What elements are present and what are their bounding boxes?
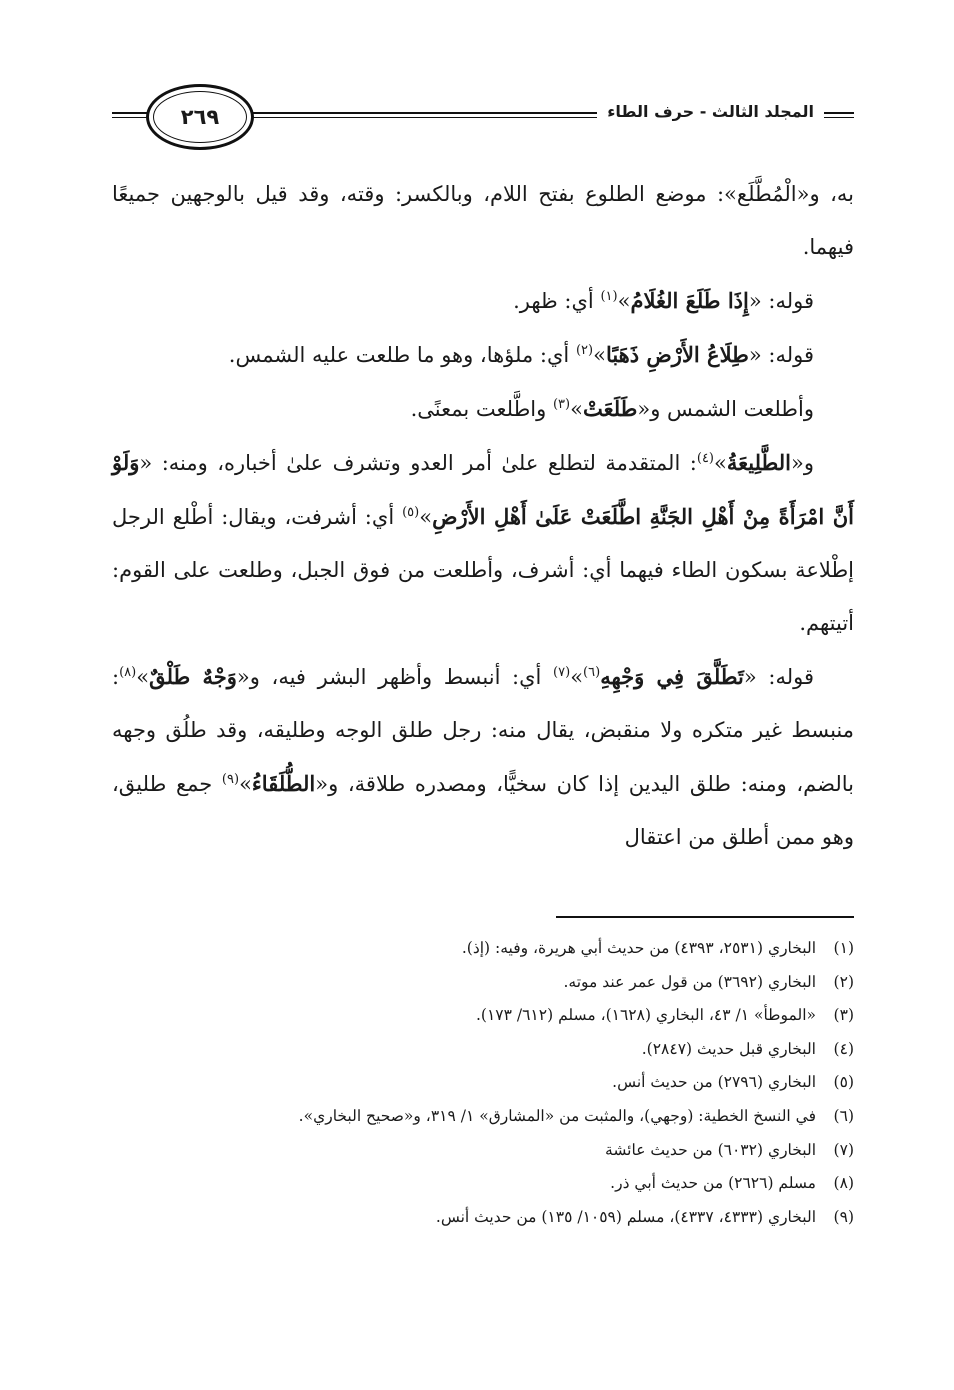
quoted-phrase: تَطَلَّقَ فِي وَجْهِهِ — [600, 664, 744, 689]
footnote-ref: (٢) — [575, 343, 594, 358]
paragraph-5 — [112, 436, 854, 650]
footnote-text: مسلم (٢٦٢٦) من حديث أبي ذر. — [610, 1174, 816, 1193]
page-header — [112, 80, 854, 156]
footnote-number: (٧) — [833, 1140, 854, 1159]
text-run: قوله: « — [743, 665, 814, 689]
footnotes-list — [112, 932, 854, 1234]
footnote-item — [112, 1033, 854, 1067]
footnote-ref: (٤) — [696, 451, 714, 466]
footnote-text: البخاري قبل حديث (٢٨٤٧). — [641, 1039, 816, 1058]
main-text — [112, 168, 854, 864]
footnote-item — [112, 1201, 854, 1235]
paragraph-1: به، و«الْمُطَّلَع»: موضع الطلوع بفتح اللام، وبالكسر: وقته، وقد قيل بالوجهين جميعًا فيهما. — [112, 182, 854, 259]
quoted-phrase: الطَّلِيعَةُ — [726, 450, 791, 475]
quoted-phrase: وَلَوْ أَنَّ امْرَأَةً مِنْ أَهْلِ الجَنَّةِ اطَّلَعَتْ عَلَىٰ أَهْلِ الأَرْضِ — [112, 450, 854, 529]
footnote-separator — [556, 916, 854, 918]
quoted-phrase: وَجْهٌ طَلْقٌ — [149, 664, 237, 689]
text-run: أي: أنبسط وأظهر البشر فيه، و« — [236, 665, 554, 689]
footnote-text: البخاري (٢٧٩٦) من حديث أنس. — [612, 1073, 816, 1092]
paragraph-4 — [112, 382, 854, 436]
page-number-text: ٢٦٩ — [180, 105, 220, 129]
text-run: : المتقدمة لتطلع علىٰ أمر العدو وتشرف علىٰ أخباره، ومنه: « — [139, 451, 697, 475]
text-run: » — [136, 665, 150, 689]
running-head: المجلد الثالث - حرف الطاء — [597, 100, 824, 124]
footnote-item — [112, 932, 854, 966]
text-run: أي: ظهر. — [513, 289, 601, 313]
text-run: قوله: « — [748, 343, 814, 367]
page-number — [146, 84, 254, 150]
quoted-phrase: طَلَعَتْ — [582, 396, 638, 421]
footnote-item — [112, 1167, 854, 1201]
footnote-number: (٥) — [833, 1073, 854, 1092]
text-run: : منبسط غير متكره ولا منقبض، يقال منه: رجل طلق الوجه وطليقه، وقد طلُق وجهه بالضم، ومنه: طلق اليدين إذا كان سخيًّا، ومصدره طلاقة، و« — [112, 665, 854, 796]
footnote-ref: (٦) — [583, 665, 601, 680]
text-run: » — [239, 772, 252, 796]
footnote-number: (٦) — [833, 1106, 854, 1125]
text-run: أي: ملؤها، وهو ما طلعت عليه الشمس. — [228, 343, 576, 367]
footnote-item — [112, 1100, 854, 1134]
text-run: جمع طليق، وهو ممن أطلق من اعتقال — [112, 772, 854, 849]
text-run: » — [419, 505, 433, 529]
footnote-number: (٨) — [833, 1174, 854, 1193]
paragraph-2 — [112, 274, 854, 328]
footnote-text: البخاري (٣٦٩٢) من قول عمر عند موته. — [563, 972, 816, 991]
text-run: أي: أشرفت، ويقال: أطْلع الرجل إطْلاعة بسكون الطاء فيهما أي: أشرف، وأطلعت من فوق الجبل، وطلعت على القوم: أتيتهم. — [112, 505, 854, 635]
footnote-text: «الموطأ» ١/ ٤٣، البخاري (١٦٢٨)، مسلم (٦١٢/ ١٧٣). — [475, 1006, 816, 1025]
text-run: » — [593, 343, 606, 367]
footnote-ref: (٨) — [119, 665, 137, 680]
footnote-ref: (٥) — [402, 505, 420, 520]
footnote-number: (٤) — [833, 1039, 854, 1058]
footnote-number: (٢) — [833, 972, 854, 991]
footnote-number: (١) — [833, 939, 854, 957]
paragraph-3 — [112, 328, 854, 382]
text-run: وأطلعت الشمس و« — [637, 397, 814, 421]
footnote-ref: (٧) — [553, 665, 571, 680]
footnote-number: (٩) — [833, 1207, 854, 1226]
text-run: » — [570, 397, 583, 421]
footnote-number: (٣) — [833, 1006, 854, 1025]
text-run: » — [570, 665, 584, 689]
footnote-ref: (٩) — [221, 772, 240, 787]
text-run: » — [617, 289, 631, 313]
footnote-text: البخاري (٦٠٣٢) من حديث عائشة — [605, 1140, 816, 1159]
footnote-ref: (٣) — [552, 397, 571, 412]
quoted-phrase: إِذَا طَلَعَ الغُلَامُ — [630, 288, 749, 313]
footnote-text: البخاري (٢٥٣١، ٤٣٩٣) من حديث أبي هريرة، وفيه: (إذ). — [461, 939, 816, 957]
quoted-phrase: الطُّلَقَاءُ — [251, 771, 316, 796]
footnote-item — [112, 1066, 854, 1100]
text-run: قوله: « — [748, 289, 814, 313]
quoted-phrase: طِلَاعُ الأَرْضِ ذَهَبًا — [605, 342, 749, 367]
footnote-item — [112, 1134, 854, 1168]
paragraph-6 — [112, 650, 854, 864]
footnote-item — [112, 999, 854, 1033]
footnote-item — [112, 966, 854, 1000]
footnote-text: البخاري (٤٣٣٣، ٤٣٣٧)، مسلم (١٠٥٩/ ١٣٥) من حديث أنس. — [435, 1207, 816, 1226]
footnote-ref: (١) — [600, 289, 618, 304]
footnote-text: في النسخ الخطية: (وجهي)، والمثبت من «المشارق» ١/ ٣١٩، و«صحيح البخاري». — [298, 1106, 816, 1125]
text-run: و« — [791, 451, 814, 475]
text-run: » — [714, 451, 727, 475]
text-run: واطَّلعت بمعنًى. — [410, 397, 553, 421]
